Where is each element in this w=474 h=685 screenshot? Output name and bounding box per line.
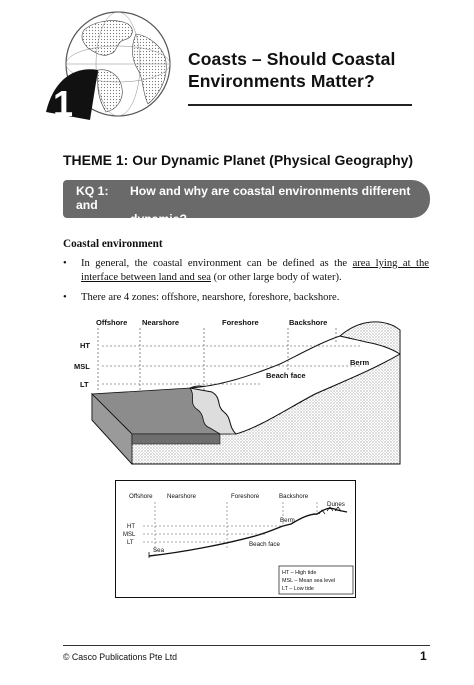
chapter-title-line2: Environments Matter?: [188, 71, 375, 91]
legend-item-msl: MSL – Mean sea level: [282, 578, 336, 584]
bullet2-text: There are 4 zones: offshore, nearshore, foreshore, backshore.: [81, 292, 340, 303]
key-question-text-line2: dynamic?: [130, 212, 187, 226]
level-label-lt: LT: [80, 380, 89, 389]
bullet1-underlined-definition: area lying at the interface between land and sea: [81, 258, 429, 283]
feature-label-berm: Berm: [350, 358, 370, 367]
chapter-globe-icon: [40, 8, 180, 126]
title-divider: [188, 104, 412, 106]
small-zone-label-foreshore: Foreshore: [231, 493, 260, 500]
footer-divider: [63, 645, 430, 646]
small-zone-label-offshore: Offshore: [129, 493, 153, 500]
chapter-number: 1: [53, 83, 74, 124]
chapter-title: [188, 48, 418, 92]
section-heading: Coastal environment: [63, 238, 163, 250]
small-feature-label-dunes: Dunes: [327, 501, 345, 508]
bullet-item: [63, 257, 429, 284]
legend-item-lt: LT – Low tide: [282, 586, 314, 592]
small-feature-label-berm: Berm: [280, 517, 295, 524]
bullet-item: [63, 291, 429, 305]
coastal-profile-diagram: [115, 480, 356, 598]
bullet1-text-start: In general, the coastal environment can be defined as the: [81, 258, 353, 269]
bullet-dot: •: [63, 258, 67, 269]
small-level-label-ht: HT: [127, 524, 135, 530]
key-question-banner: [63, 180, 430, 226]
small-zone-label-backshore: Backshore: [279, 493, 309, 500]
zone-label-backshore: Backshore: [289, 318, 328, 327]
key-question-label: KQ 1:: [76, 184, 109, 198]
page-number: 1: [420, 649, 427, 663]
bullet1-text-end: (or other large body of water).: [211, 271, 342, 283]
zone-label-offshore: Offshore: [96, 318, 128, 327]
level-label-ht: HT: [80, 341, 90, 350]
small-level-label-lt: LT: [127, 540, 134, 546]
coastal-zones-diagram: [60, 312, 434, 470]
feature-label-beach-face: Beach face: [266, 371, 306, 380]
level-label-msl: MSL: [74, 362, 90, 371]
chapter-title-line1: Coasts – Should Coastal: [188, 49, 396, 69]
footer-copyright: © Casco Publications Pte Ltd: [63, 652, 178, 662]
zone-label-foreshore: Foreshore: [222, 318, 259, 327]
theme-title: THEME 1: Our Dynamic Planet (Physical Geography): [63, 152, 414, 168]
small-feature-label-sea: Sea: [153, 547, 165, 554]
small-feature-label-beach-face: Beach face: [249, 541, 280, 548]
key-question-text-line1: How and why are coastal environments different and: [76, 184, 411, 212]
bullet-dot: •: [63, 292, 67, 303]
legend-item-ht: HT – High tide: [282, 570, 317, 576]
small-zone-label-nearshore: Nearshore: [167, 493, 196, 500]
small-level-label-msl: MSL: [123, 532, 136, 538]
zone-label-nearshore: Nearshore: [142, 318, 180, 327]
